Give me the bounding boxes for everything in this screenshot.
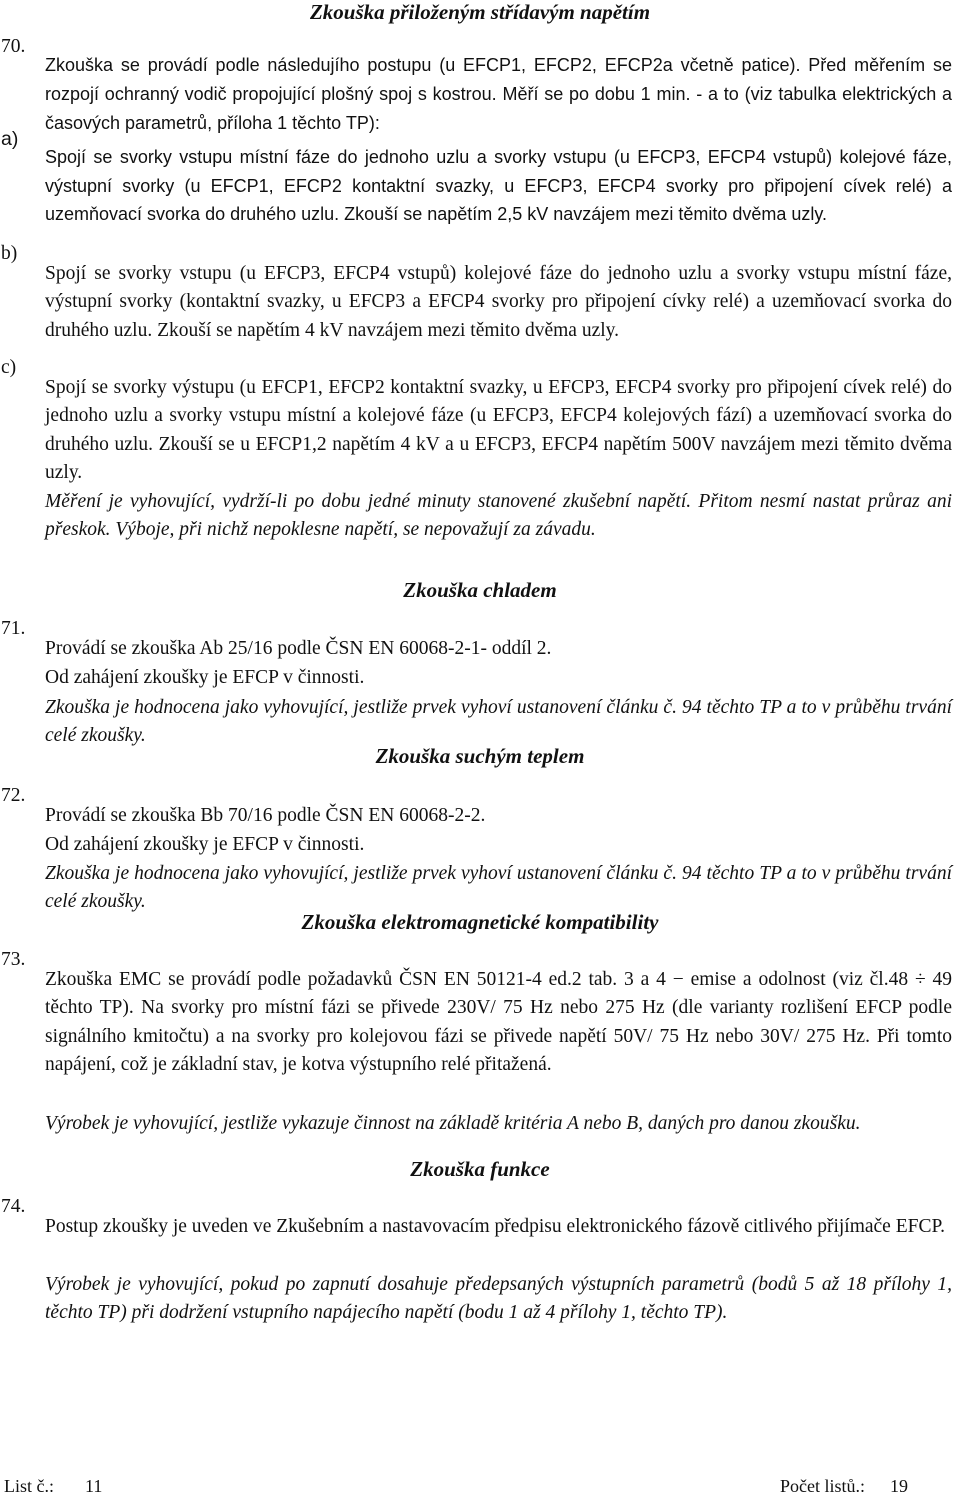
item-number: 72. [1,785,26,806]
item-text: Postup zkoušky je uveden ve Zkušebním a nastavovacím předpisu elektronického fázově citlivého přijímače EFCP. [45,1215,946,1237]
section-heading: Zkouška suchým teplem [375,744,585,768]
section-heading: Zkouška chladem [403,578,557,602]
footer-sheets-total [780,1475,908,1497]
result-text: Zkouška je hodnocena jako vyhovující, jestliže prvek vyhoví ustanovení článku č. 94 těchto TP a to v průběhu trvání celé zkoušky. [45,696,952,746]
result-text: Výrobek je vyhovující, pokud po zapnutí dosahuje předepsaných výstupních parametrů (bodů 5 až 18 přílohy 1, těchto TP) při dodržení vstupního napájecího napětí (bodu 1 až 4 přílohy 1, těchto TP). [45,1273,952,1323]
result-text: Zkouška je hodnocena jako vyhovující, jestliže prvek vyhoví ustanovení článku č. 94 těchto TP a to v průběhu trvání celé zkoušky. [45,862,952,912]
footer-sheet-label: List č.: [4,1476,54,1496]
item-text: Zkouška EMC se provádí podle požadavků ČSN EN 50121-4 ed.2 tab. 3 a 4 − emise a odolnost (viz čl.48 ÷ 49 těchto TP). Na svorky pro místní fázi se přivede 230V/ 75 Hz nebo 275 Hz (dle varianty rozlišení EFCP podle signálního kmitočtu) a na svorky pro kolejovou fázi se přivede napětí 50V/ 75 Hz nebo 30V/ 275 Hz. Při tomto napájení, což je základní stav, je kotva výstupního relé přitažená. [45,968,952,1075]
section-heading: Zkouška přiloženým střídavým napětím [309,0,651,24]
result-text: Měření je vyhovující, vydrží-li po dobu jedné minuty stanovené zkušební napětí. Přitom nesmí nastat průraz ani přeskok. Výboje, při nichž nepoklesne napětí, se nepovažují za závadu. [45,490,952,540]
item-number: 73. [1,949,26,970]
item-text: Zkouška se provádí podle následujího postupu (u EFCP1, EFCP2, EFCP2a včetně patice). Před měřením se rozpojí ochranný vodič propojující plošný spoj s kostrou. Měří se po dobu 1 min. - a to (viz tabulka elektrických a časových parametrů, příloha 1 těchto TP): [45,55,952,133]
sub-item-text: Spojí se svorky výstupu (u EFCP1, EFCP2 kontaktní svazky, u EFCP3, EFCP4 svorky pro připojení cívek relé) do jednoho uzlu a svorky vstupu místní a kolejové fáze (u EFCP3, EFCP4 kolejových fází) a uzemňovací svorka do druhého uzlu. Zkouší se u EFCP1,2 napětím 4 kV a u EFCP3, EFCP4 napětím 500V navzájem mezi těmito dvěma uzly. [45,376,952,483]
item-text: Od zahájení zkoušky je EFCP v činnosti. [45,833,365,855]
result-text: Výrobek je vyhovující, jestliže vykazuje činnost na základě kritéria A nebo B, daných pro danou zkoušku. [45,1112,861,1134]
sub-item-label: b) [1,243,18,264]
section-heading: Zkouška elektromagnetické kompatibility [301,910,659,934]
sub-item-text: Spojí se svorky vstupu místní fáze do jednoho uzlu a svorky vstupu (u EFCP3, EFCP4 vstupů) kolejové fáze, výstupní svorky (u EFCP1, EFCP2 kontaktní svazky, u EFCP3, EFCP4 svorky pro připojení cívek relé) a uzemňovací svorka do druhého uzlu. Zkouší se napětím 2,5 kV navzájem mezi těmito dvěma uzly. [45,147,952,224]
item-text: Provádí se zkouška Ab 25/16 podle ČSN EN 60068-2-1- oddíl 2. [45,637,552,659]
item-number: 74. [1,1196,26,1217]
sub-item-label: c) [1,357,17,378]
item-text: Od zahájení zkoušky je EFCP v činnosti. [45,666,365,688]
footer-sheets-number: 19 [890,1476,908,1496]
sub-item-label: a) [1,128,19,150]
item-text: Provádí se zkouška Bb 70/16 podle ČSN EN 60068-2-2. [45,804,486,826]
sub-item-text: Spojí se svorky vstupu (u EFCP3, EFCP4 vstupů) kolejové fáze do jednoho uzlu a svorky vstupu místní fáze, výstupní svorky (kontaktní svazky, u EFCP3 a EFCP4 svorky pro připojení cívky relé) a uzemňovací svorka do druhého uzlu. Zkouší se napětím 4 kV navzájem mezi těmito dvěma uzly. [45,262,952,341]
footer-sheet-number: 11 [85,1476,103,1496]
footer-sheet [4,1475,102,1497]
footer-sheets-label: Počet listů.: [780,1476,865,1496]
section-heading: Zkouška funkce [410,1157,550,1181]
item-number: 71. [1,618,26,639]
item-number: 70. [1,36,26,57]
